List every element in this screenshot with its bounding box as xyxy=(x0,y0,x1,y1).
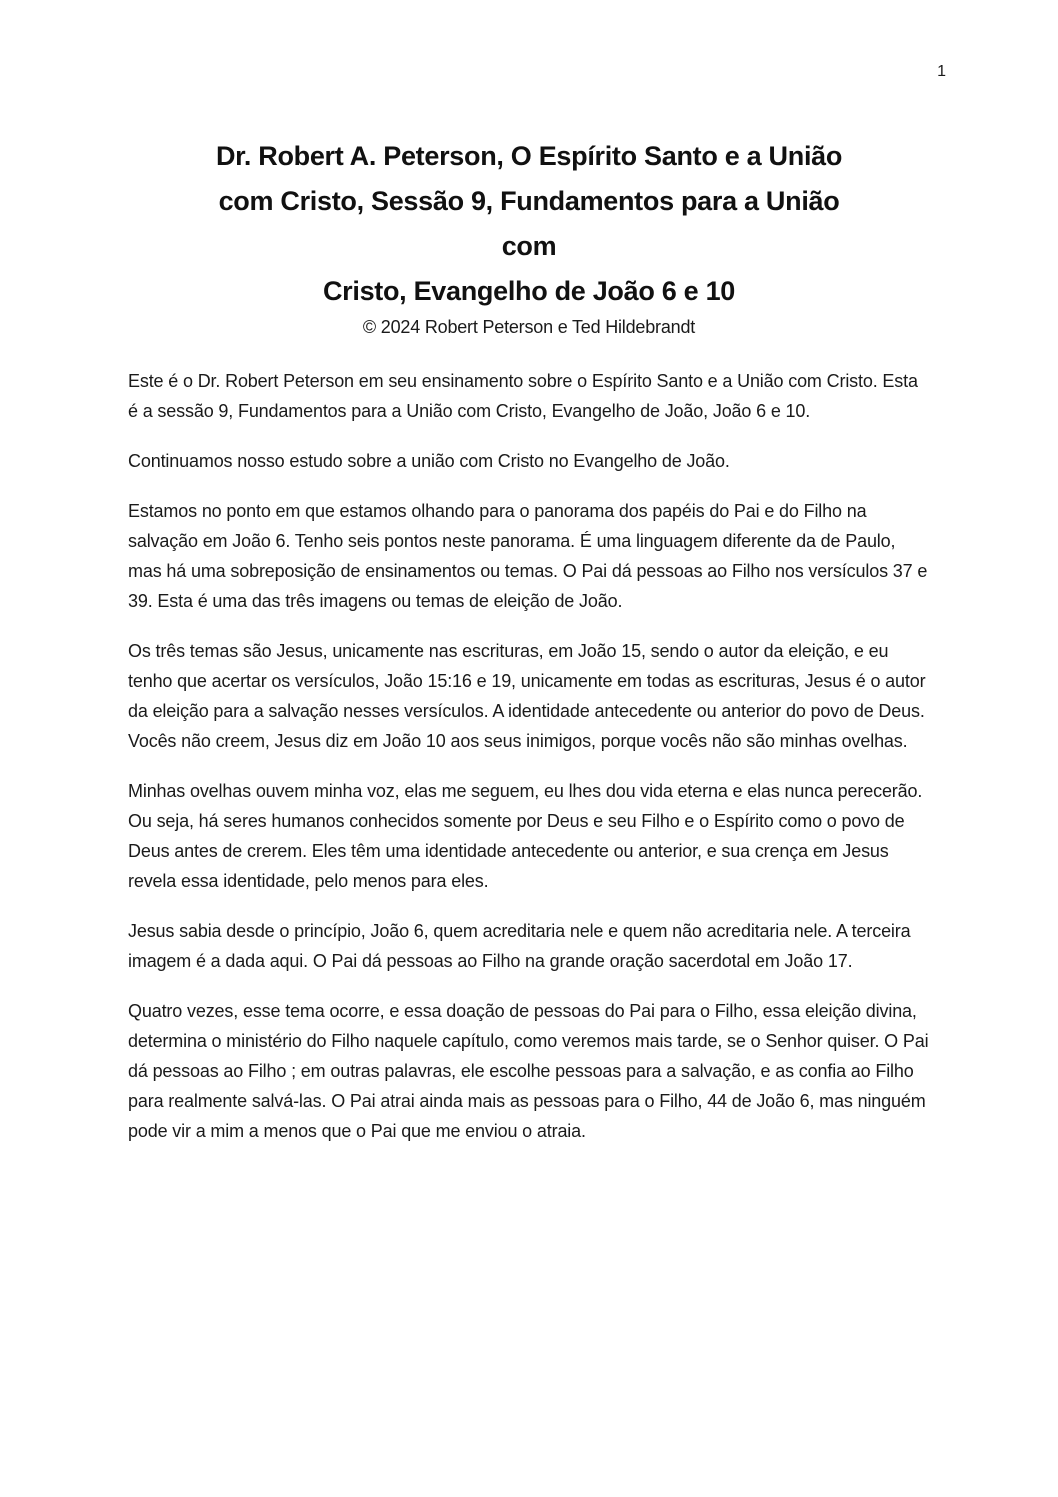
copyright-line: © 2024 Robert Peterson e Ted Hildebrandt xyxy=(362,317,696,337)
title-line-1: Dr. Robert A. Peterson, O Espírito Santo e a União xyxy=(215,141,843,171)
paragraph: Quatro vezes, esse tema ocorre, e essa doação de pessoas do Pai para o Filho, essa eleição divina, determina o ministério do Filho naquele capítulo, como veremos mais tarde, se o Senhor quiser. O Pai dá pessoas ao Filho ; em outras palavras, ele escolhe pessoas para a salvação, e as confia ao Filho para realmente salvá-las. O Pai atrai ainda mais as pessoas para o Filho, 44 de João 6, mas ninguém pode vir a mim a menos que o Pai que me enviou o atraia. xyxy=(128,1001,929,1141)
paragraph: Minhas ovelhas ouvem minha voz, elas me seguem, eu lhes dou vida eterna e elas nunca perecerão. Ou seja, há seres humanos conhecidos somente por Deus e seu Filho e o Espírito como o povo de Deus antes de crerem. Eles têm uma identidade antecedente ou anterior, e sua crença em Jesus revela essa identidade, pelo menos para eles. xyxy=(128,781,923,891)
title-line-3: com xyxy=(501,231,557,261)
paragraph: Jesus sabia desde o princípio, João 6, quem acreditaria nele e quem não acreditaria nele. A terceira imagem é a dada aqui. O Pai dá pessoas ao Filho na grande oração sacerdotal em João 17. xyxy=(128,921,911,971)
paragraph: Continuamos nosso estudo sobre a união com Cristo no Evangelho de João. xyxy=(128,451,730,471)
paragraph: Estamos no ponto em que estamos olhando para o panorama dos papéis do Pai e do Filho na salvação em João 6. Tenho seis pontos neste panorama. É uma linguagem diferente da de Paulo, mas há uma sobreposição de ensinamentos ou temas. O Pai dá pessoas ao Filho nos versículos 37 e 39. Esta é uma das três imagens ou temas de eleição de João. xyxy=(128,501,928,611)
document-title xyxy=(0,0,1058,314)
paragraph: Os três temas são Jesus, unicamente nas escrituras, em João 15, sendo o autor da eleição, e eu tenho que acertar os versículos, João 15:16 e 19, unicamente em todas as escrituras, Jesus é o autor da eleição para a salvação nesses versículos. A identidade antecedente ou anterior do povo de Deus. Vocês não creem, Jesus diz em João 10 aos seus inimigos, porque vocês não são minhas ovelhas. xyxy=(128,641,926,751)
title-line-2: com Cristo, Sessão 9, Fundamentos para a União xyxy=(218,186,840,216)
title-line-4: Cristo, Evangelho de João 6 e 10 xyxy=(322,276,736,306)
paragraph: Este é o Dr. Robert Peterson em seu ensinamento sobre o Espírito Santo e a União com Cristo. Esta é a sessão 9, Fundamentos para a União com Cristo, Evangelho de João, João 6 e 10. xyxy=(128,371,918,421)
page-number: 1 xyxy=(937,63,946,80)
document-body xyxy=(128,366,930,1146)
